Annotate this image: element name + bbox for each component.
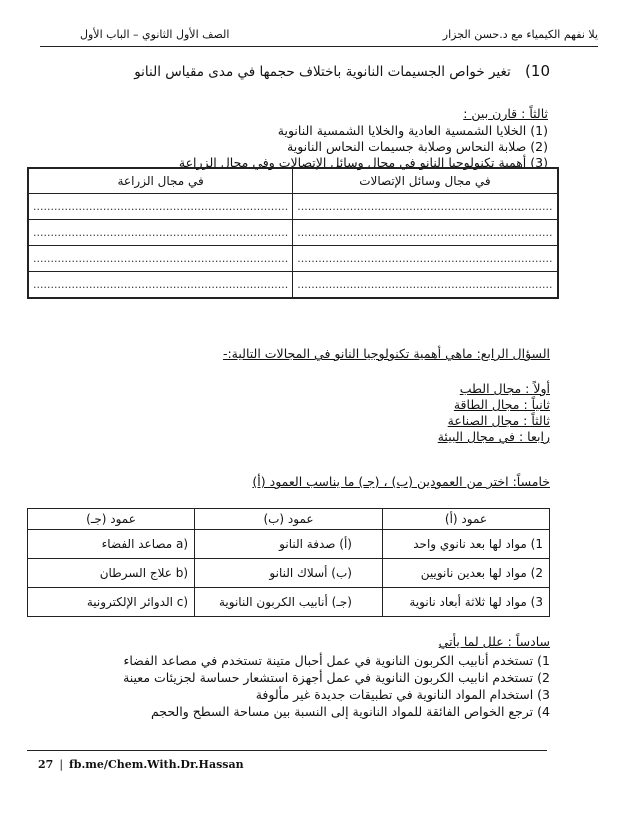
table-header-cell: عمود (جـ) <box>28 509 195 530</box>
compare-item <box>68 123 548 138</box>
question-10 <box>134 62 550 80</box>
importance-item: أولاً : مجال الطب <box>459 381 550 396</box>
column-c-cell <box>28 588 195 617</box>
column-a-cell <box>382 530 549 559</box>
match-table <box>27 508 550 617</box>
importance-item: رابعا : في مجال البيئة <box>437 429 550 444</box>
answer-blank[interactable]: ......................................................................... <box>293 194 558 220</box>
table-row <box>28 559 550 588</box>
column-c-mark: b) <box>175 566 189 580</box>
footer-link[interactable]: fb.me/Chem.With.Dr.Hassan <box>69 758 244 771</box>
footer-separator: | <box>59 758 64 771</box>
table-row <box>28 220 558 246</box>
table-header-row <box>28 509 550 530</box>
table-header-cell: في مجال الزراعة <box>28 168 293 194</box>
section-match-title: خامساً: اختر من العمودين (ب) ، (جـ) ما يناسب العمود (أ) <box>252 474 550 489</box>
reason-item-text: تستخدم انابيب الكربون النانوية في عمل أجهزة استشعار حساسة لجزيئات معينة <box>123 670 534 685</box>
reason-item <box>40 704 550 719</box>
column-b-cell: (جـ) أنابيب الكربون النانوية <box>195 588 383 617</box>
table-row <box>28 272 558 299</box>
compare-item-number: (1) <box>530 123 548 138</box>
reason-item <box>40 687 550 702</box>
column-c-mark: c) <box>176 595 189 609</box>
table-row <box>28 246 558 272</box>
page-footer <box>38 758 244 771</box>
answer-blank[interactable]: ......................................................................... <box>28 220 293 246</box>
reason-item <box>40 670 550 685</box>
section-importance <box>70 346 550 445</box>
column-c-text: الدوائر الإلكترونية <box>86 595 173 609</box>
reason-item-number: 2) <box>537 670 550 685</box>
table-header-cell: عمود (أ) <box>382 509 549 530</box>
page-number: 27 <box>38 758 54 771</box>
reason-item <box>40 653 550 668</box>
answer-blank[interactable]: ......................................................................... <box>293 272 558 299</box>
header-author: يلا نفهم الكيمياء مع د.حسن الجزار <box>442 28 598 41</box>
compare-item-text: أهمية تكنولوجيا النانو في مجال وسائل الإتصالات وفي مجال الزراعة <box>178 155 527 170</box>
reason-item-number: 4) <box>537 704 550 719</box>
column-b-cell: (ب) أسلاك النانو <box>195 559 383 588</box>
section-compare <box>68 106 548 170</box>
column-c-text: علاج السرطان <box>99 566 172 580</box>
table-row <box>28 194 558 220</box>
column-c-cell <box>28 530 195 559</box>
compare-item-text: صلابة النحاس وصلابة جسيمات النحاس النانوية <box>287 139 527 154</box>
column-a-number: 2) <box>530 566 543 580</box>
question-10-number: 10) <box>525 62 550 80</box>
reason-item-number: 3) <box>537 687 550 702</box>
column-a-number: 1) <box>530 537 543 551</box>
section-importance-title: السؤال الرابع: ماهي أهمية تكنولوجيا النانو في المجالات التالية:- <box>222 346 550 361</box>
column-a-cell <box>382 588 549 617</box>
section-compare-title: ثالثاً : قارن بين : <box>463 106 548 121</box>
question-10-text: تغير خواص الجسيمات النانوية باختلاف حجمها في مدى مقياس النانو <box>134 64 511 80</box>
section-reasons <box>40 634 550 719</box>
column-a-text: مواد لها ثلاثة أبعاد نانوية <box>409 595 527 609</box>
column-b-cell: (أ) صدفة النانو <box>195 530 383 559</box>
footer-divider <box>27 750 547 751</box>
reason-item-number: 1) <box>537 653 550 668</box>
answer-blank[interactable]: ......................................................................... <box>293 246 558 272</box>
importance-item: ثانياً : مجال الطاقة <box>453 397 550 412</box>
answer-blank[interactable]: ......................................................................... <box>293 220 558 246</box>
table-header-row <box>28 168 558 194</box>
column-a-text: مواد لها بعد نانوي واحد <box>413 537 527 551</box>
answer-blank[interactable]: ......................................................................... <box>28 246 293 272</box>
compare-item <box>68 139 548 154</box>
table-header-cell: في مجال وسائل الإتصالات <box>293 168 558 194</box>
answer-blank[interactable]: ......................................................................... <box>28 272 293 299</box>
compare-item-number: (3) <box>530 155 548 170</box>
compare-item-number: (2) <box>530 139 548 154</box>
table-row <box>28 530 550 559</box>
compare-table <box>27 167 559 299</box>
answer-blank[interactable]: ......................................................................... <box>28 194 293 220</box>
reason-item-text: استخدام المواد النانوية في تطبيقات جديدة غير مألوفة <box>255 687 534 702</box>
page-header <box>40 24 598 47</box>
column-a-number: 3) <box>530 595 543 609</box>
column-a-cell <box>382 559 549 588</box>
column-a-text: مواد لها بعدين نانويين <box>420 566 527 580</box>
column-c-text: مصاعد الفضاء <box>101 537 173 551</box>
column-c-mark: a) <box>176 537 189 551</box>
reason-item-text: ترجع الخواص الفائقة للمواد النانوية إلى النسبة بين مساحة السطح والحجم <box>150 704 534 719</box>
column-c-cell <box>28 559 195 588</box>
table-header-cell: عمود (ب) <box>195 509 383 530</box>
header-grade: الصف الأول الثانوي – الباب الأول <box>80 28 230 41</box>
importance-item: ثالثاً : مجال الصناعة <box>447 413 550 428</box>
table-row <box>28 588 550 617</box>
section-reasons-title: سادساً : علل لما يأتي <box>438 634 550 649</box>
reason-item-text: تستخدم أنابيب الكربون النانوية في عمل أحبال متينة تستخدم في مصاعد الفضاء <box>123 653 534 668</box>
compare-item-text: الخلايا الشمسية العادية والخلايا الشمسية النانوية <box>277 123 527 138</box>
